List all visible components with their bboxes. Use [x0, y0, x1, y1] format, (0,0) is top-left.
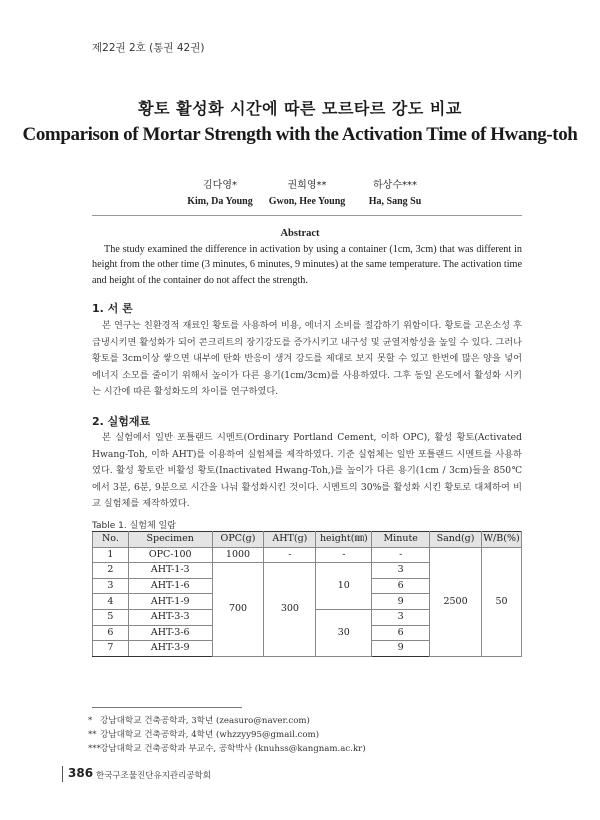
table-cell: - — [372, 547, 430, 563]
section-heading-materials: 2. 실험재료 — [92, 415, 151, 428]
divider — [92, 215, 522, 216]
footnote-mark: ** — [88, 730, 97, 740]
journal-name: 한국구조물진단유지관리공학회 — [96, 771, 211, 781]
table-cell: 9 — [372, 594, 430, 610]
table-header-row — [93, 532, 522, 548]
table-cell-aht: 300 — [264, 563, 316, 657]
section-text-introduction: 본 연구는 친환경적 재료인 황토를 사용하여 비용, 에너지 소비를 절감하기 위함이다. 황토를 고온소성 후 급냉시키면 활성화가 되어 콘크리트의 장기강도를 증가시키고 내구성 및 균열저항성을 높일 수 있다. 그러나 황토를 3cm이상 쌓으면 내부에 탄화 반응이 생겨 강도를 제대로 보지 못할 수 있고 한번에 많은 양을 넣어 에너지 소모를 줄이기 위해서 높이가 다른 용기(1cm/3cm)를 사용하였다. 그후 동일 온도에서 활성화 시키는 시간에 따른 활성화도의 차이를 연구하였다. — [92, 320, 522, 398]
table-cell: AHT-3-6 — [128, 625, 212, 641]
table-cell: 2 — [93, 563, 129, 579]
author-name-english: Ha, Sang Su — [368, 196, 422, 207]
table-cell-height: 10 — [316, 563, 372, 610]
footnote-mark: *** — [88, 744, 101, 754]
table-cell-wb: 50 — [481, 547, 521, 656]
author-name-korean: 김다영* — [203, 180, 237, 191]
table-cell: 3 — [372, 609, 430, 625]
footnote-text: 강남대학교 건축공학과, 4학년 (whzzyy95@gmail.com) — [100, 730, 320, 740]
table-cell: AHT-1-6 — [128, 578, 212, 594]
footnote — [88, 742, 366, 754]
author-3 — [340, 176, 450, 207]
table-cell: OPC-100 — [128, 547, 212, 563]
table-cell: 3 — [372, 563, 430, 579]
table-cell: 6 — [372, 625, 430, 641]
page-number: 386 — [68, 766, 94, 780]
footnote — [88, 714, 310, 726]
header-cell: Minute — [372, 532, 430, 548]
title-english: Comparison of Mortar Strength with the Activation Time of Hwang-toh — [22, 124, 578, 145]
table-cell: 7 — [93, 641, 129, 657]
footnote-divider — [92, 707, 242, 708]
section-heading-introduction: 1. 서 론 — [92, 302, 133, 315]
abstract-text: The study examined the difference in activation by using a container (1cm, 3cm) that was different in height from the other time (3 minutes, 6 minutes, 9 minutes) at the same temperature. The activation time and height of the container do not affect the strength. — [92, 244, 522, 286]
header-cell: AHT(g) — [264, 532, 316, 548]
footnote — [88, 728, 319, 740]
footnote-mark: * — [88, 716, 93, 726]
table-cell: AHT-1-3 — [128, 563, 212, 579]
table-cell: 1 — [93, 547, 129, 563]
author-name-korean: 하상수*** — [373, 180, 417, 191]
table-row — [93, 547, 522, 563]
author-name-korean: 권희영** — [287, 180, 327, 191]
table-cell-sand: 2500 — [430, 547, 482, 656]
header-cell: No. — [93, 532, 129, 548]
abstract-heading: Abstract — [280, 228, 320, 239]
header-cell: OPC(g) — [212, 532, 264, 548]
table-cell: 1000 — [212, 547, 264, 563]
author-name-english: Gwon, Hee Young — [268, 196, 346, 207]
section-text-materials: 본 실험에서 일반 포틀랜드 시멘트(Ordinary Portland Cement, 이하 OPC), 활성 황토(Activated Hwang-Toh, 이하 AHT)를 이용하여 실험체를 제작하였다. 기준 실험체는 일반 포틀랜드 시멘트를 사용하였다. 활성 황토란 비활성 황토(Inactivated Hwang-Toh,)를 높이가 다른 용기(1cm / 3cm)들을 850℃에서 3분, 6분, 9분으로 시간을 나눠 활성화시킨 것이다. 시멘트의 30%를 활성화 시킨 황토로 대체하여 비교 실험체를 제작하였다. — [92, 432, 522, 510]
footnote-text: 강남대학교 건축공학과 부교수, 공학박사 (knuhss@kangnam.ac.kr) — [100, 744, 366, 754]
footnote-text: 강남대학교 건축공학과, 3학년 (zeasuro@naver.com) — [100, 716, 310, 726]
table-cell-height: 30 — [316, 609, 372, 656]
table-cell: 5 — [93, 609, 129, 625]
title-korean: 황토 활성화 시간에 따른 모르타르 강도 비교 — [138, 99, 462, 118]
table-cell: - — [264, 547, 316, 563]
table-cell: AHT-3-3 — [128, 609, 212, 625]
header-cell: W/B(%) — [481, 532, 521, 548]
table-cell-opc: 700 — [212, 563, 264, 657]
table-cell: AHT-1-9 — [128, 594, 212, 610]
author-name-english: Kim, Da Young — [187, 196, 253, 207]
table-cell: - — [316, 547, 372, 563]
table-cell: 6 — [93, 625, 129, 641]
table-cell: 4 — [93, 594, 129, 610]
journal-volume: 제22권 2호 (통권 42권) — [92, 42, 205, 54]
header-cell: Sand(g) — [430, 532, 482, 548]
table-cell: 9 — [372, 641, 430, 657]
specimen-table — [92, 531, 522, 657]
header-cell: Specimen — [128, 532, 212, 548]
table-cell: 3 — [93, 578, 129, 594]
header-cell: height(㎜) — [316, 532, 372, 548]
table-cell: AHT-3-9 — [128, 641, 212, 657]
table-cell: 6 — [372, 578, 430, 594]
footer-bar — [62, 766, 63, 782]
table-caption: Table 1. 실험체 일람 — [92, 521, 176, 531]
